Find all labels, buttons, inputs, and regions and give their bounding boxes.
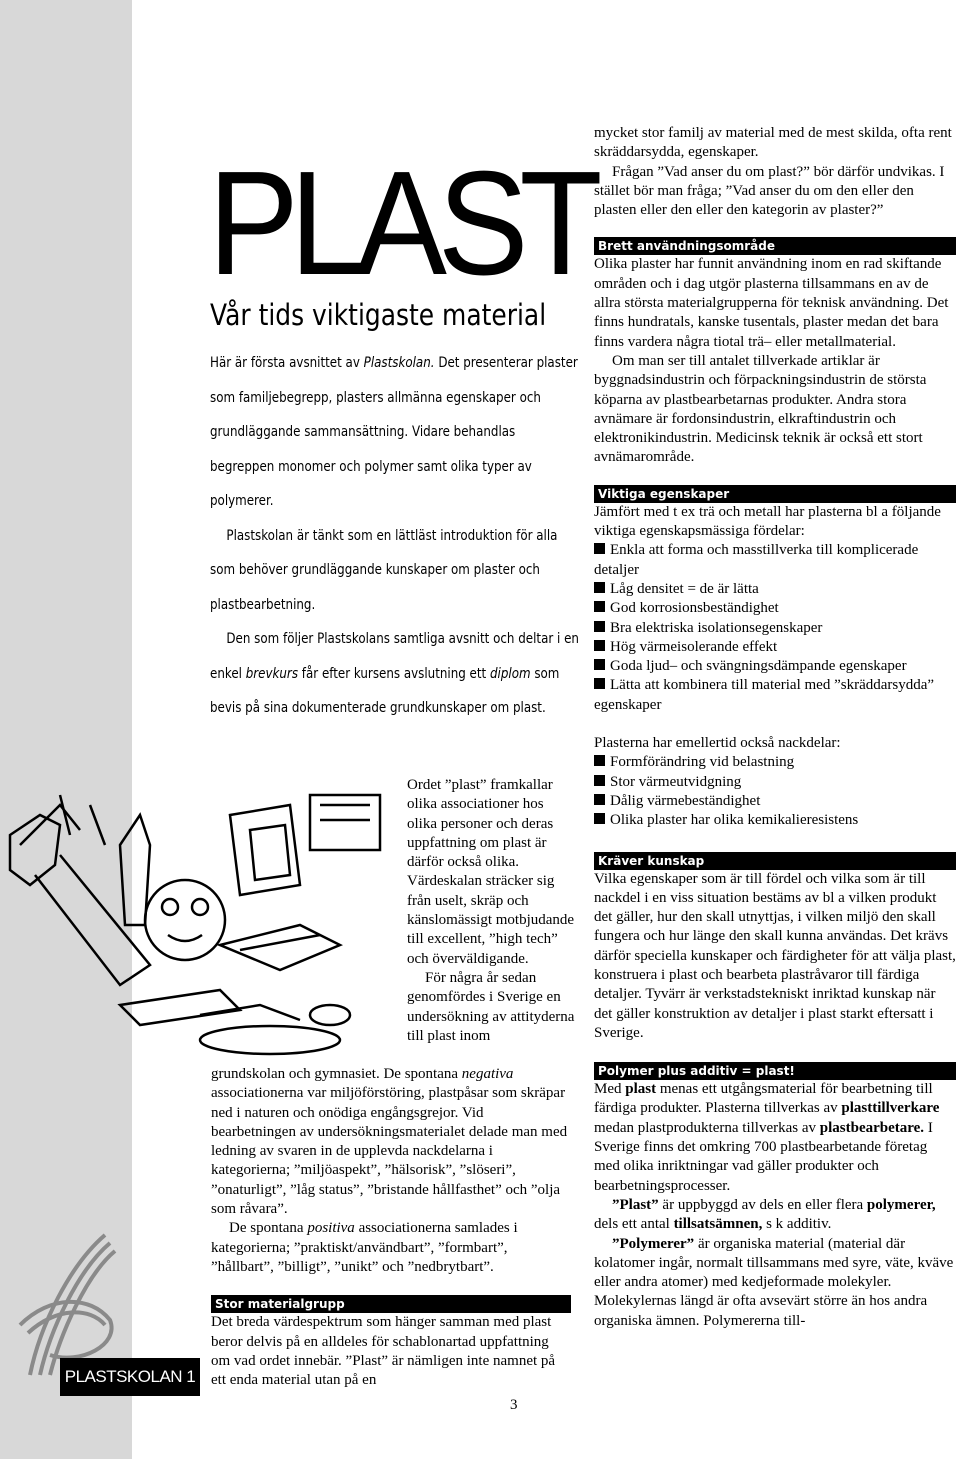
square-bullet-icon <box>594 813 605 824</box>
list-item <box>594 676 956 715</box>
square-bullet-icon <box>594 678 605 689</box>
body-paragraph: Plasterna har emellertid också nackdelar: <box>594 735 841 752</box>
section-heading: Brett användningsområde <box>594 237 956 255</box>
intro-text-b: får efter kursens avslutning ett <box>298 665 490 682</box>
body-text-c: medan plastprodukterna tillverkas av <box>594 1119 820 1136</box>
body-paragraph: Vilka egenskaper som är till fördel och vilka som är till nackdel i en viss situation bestäms av bl a vilken produkt det gäller, hur den skall utnyttjas, i vilken miljö den skall fungera och hur länge den skall kunna användas. Det krävs därför speciella kunskaper och färdigheter för att välja plast, konstruera i plast och bearbeta plastråvaror till färdiga detaljer. Tyvärr är verkstadstekniskt inriktad kunskap när det gäller konstruktion av detaljer i plast starkt eftersatt i Sverige. <box>594 870 956 1041</box>
list-item <box>594 753 956 772</box>
body-text-b: associationerna var miljöförstöring, plastpåsar som skräpar ned i naturen och onödiga engångsgrejor. Vid bearbetningen av undersökningsmaterialet delade man med ledning av svaren in de upplevda nackdelarna i kategorierna; ”miljöaspekt”, ”hälsorisk”, ”slöseri”, ”onaturligt”, ”låg status”, ”bristande hållfasthet” och ”olja som råvara”. <box>211 1085 568 1218</box>
body-bold: ”Polymerer” <box>612 1235 695 1252</box>
section-heading: Kräver kunskap <box>594 852 956 870</box>
body-text-intro-column <box>407 776 575 1046</box>
body-text-b: menas ett utgångsmaterial för bearbetning till färdiga produkter. Plasterna tillverkas av <box>594 1081 933 1117</box>
list-item-text: Hög värmeisolerande effekt <box>610 638 778 655</box>
body-text-a: grundskolan och gymnasiet. De spontana <box>211 1066 462 1082</box>
square-bullet-icon <box>594 543 605 554</box>
body-bold: plasttillverkare <box>841 1100 940 1117</box>
intro-paragraph <box>210 622 579 726</box>
body-paragraph: Om man ser till antalet tillverkade artiklar är byggnadsindustrin och förpackningsindustrin de största köparna av plastbearbetarnas produkter. Andra stora avnämare är fordonsindustrin, elkraftindustrin och elektronikindustrin. Medicinsk teknik är också ett stort avnämarområde. <box>594 352 927 466</box>
body-text-a: De spontana <box>229 1220 308 1237</box>
body-paragraph <box>594 1196 956 1235</box>
list-item <box>594 811 956 830</box>
list-item-text: Olika plaster har olika kemikalieresistens <box>610 812 859 829</box>
body-bold: plastbearbetare. <box>819 1119 925 1136</box>
section-heading: Viktiga egenskaper <box>594 485 956 503</box>
body-bold: ”Plast” <box>612 1196 659 1213</box>
intro-paragraph <box>210 346 579 519</box>
square-bullet-icon <box>594 775 605 786</box>
body-paragraph: För några år sedan genomfördes i Sverige en undersökning av attityderna till plast inom <box>407 969 575 1044</box>
body-paragraph: Olika plaster har funnit användning inom en rad skiftande områden och i dag utgör plasterna tillsammans en av de allra största materialgrupperna för teknisk användning. Det finns hundratals, kanske tusentals, plaster medan det bara finns vardera några tiotal trä– eller metallmaterial. <box>594 256 949 350</box>
body-paragraph: mycket stor familj av material med de mest skilda, ofta rent skräddarsydda, egenskaper. <box>594 125 952 161</box>
list-item <box>594 599 956 618</box>
body-text-c: s k additiv. <box>762 1216 832 1233</box>
body-paragraph <box>211 1219 571 1277</box>
body-text-b: associationerna samlades i kategorierna; ”praktiskt/användbart”, ”formbart”, ”hållbart”, ”billigt”, ”unikt” och ”nedbrytbart”. <box>211 1220 518 1275</box>
page-title: PLAST <box>208 141 594 306</box>
advantages-list <box>594 541 956 715</box>
disadvantages-list <box>594 753 956 830</box>
intro-text <box>210 346 579 726</box>
page-subtitle: Vår tids viktigaste material <box>210 298 547 332</box>
list-item-text: Dålig värmebeständighet <box>610 792 761 809</box>
body-text-b: dels ett antal <box>594 1216 674 1233</box>
list-item <box>594 657 956 676</box>
list-item-text: Låg densitet = de är lätta <box>610 580 759 597</box>
body-text-a: är organiska material (material där kolatomer ingår, normalt tillsammans med syre, väte, kväve eller andra atomer) med kedjeformade molekyler. Molekylernas längd är ofta avsevärt större än hos andra organiska ämnen. Polymererna till- <box>594 1235 954 1329</box>
intro-emphasis: diplom <box>489 665 531 682</box>
body-paragraph <box>211 1065 571 1219</box>
list-item <box>594 638 956 657</box>
list-item-text: Stor värmeutvidgning <box>610 773 742 790</box>
body-emphasis: positiva <box>307 1220 355 1237</box>
intro-emphasis: brevkurs <box>245 665 299 682</box>
plastic-items-illustration <box>0 775 400 1075</box>
body-emphasis: negativa <box>461 1066 514 1082</box>
list-item-text: God korrosionsbeständighet <box>610 600 779 617</box>
body-bold: plast <box>625 1081 657 1098</box>
body-paragraph: Ordet ”plast” framkallar olika associationer hos olika personer och deras uppfattning om plast är därför också olika. Värdeskalan sträcker sig från uselt, skräp och känslomässigt motbjudande till excellent, ”high tech” och överväldigande. <box>407 777 575 967</box>
square-bullet-icon <box>594 640 605 651</box>
intro-text-c: som bevis på sina dokumenterade grundkunskaper om plast. <box>210 665 560 716</box>
sidebar-label: PLASTSKOLAN 1 <box>60 1358 200 1396</box>
square-bullet-icon <box>594 794 605 805</box>
body-text-a: Med <box>594 1081 626 1098</box>
square-bullet-icon <box>594 582 605 593</box>
intro-text-b: Det presenterar plaster som familjebegrepp, plasters allmänna egenskaper och grundläggande sammansättning. Vidare behandlas begreppen monomer och polymer samt olika typer av polymerer. <box>210 355 578 509</box>
square-bullet-icon <box>594 621 605 632</box>
section-heading: Polymer plus additiv = plast! <box>594 1062 956 1080</box>
body-paragraph: Frågan ”Vad anser du om plast?” bör därför undvikas. I stället bör man fråga; ”Vad anser du om den eller den plasten eller den eller den kategorin av plaster?” <box>594 163 945 219</box>
square-bullet-icon <box>594 755 605 766</box>
list-item <box>594 619 956 638</box>
body-text-a: är uppbyggd av dels en eller flera <box>658 1196 867 1213</box>
body-paragraph: Det breda värdespektrum som hänger samman med plast beror delvis på en alldeles för schablonartad uppfattning om vad ordet innebär. ”Plast” är nämligen inte namnet på ett enda material utan på en <box>211 1314 556 1389</box>
list-item-text: Enkla att forma och masstillverka till komplicerade detaljer <box>594 542 919 578</box>
section-heading: Stor materialgrupp <box>211 1295 571 1313</box>
body-paragraph <box>594 1235 956 1331</box>
list-item-text: Lätta att kombinera till material med ”skräddarsydda” egenskaper <box>594 677 935 713</box>
body-text-d: I Sverige finns det omkring 700 plastbearbetande företag med olika inriktningar vad gäller produkter och bearbetningsprocesser. <box>594 1119 933 1194</box>
body-text-left-column <box>211 1065 571 1390</box>
body-text-right-column <box>594 124 956 1331</box>
intro-text-a: Här är första avsnittet av <box>210 355 364 371</box>
list-item <box>594 541 956 580</box>
list-item <box>594 580 956 599</box>
list-item-text: Formförändring vid belastning <box>610 754 795 771</box>
list-item-text: Goda ljud– och svängningsdämpande egenskaper <box>610 658 907 675</box>
body-bold: tillsatsämnen, <box>673 1216 763 1233</box>
square-bullet-icon <box>594 601 605 612</box>
intro-emphasis: Plastskolan. <box>363 355 435 371</box>
body-paragraph: Jämfört med t ex trä och metall har plasterna bl a följande viktiga egenskapsmässiga fördelar: <box>594 503 941 540</box>
list-item <box>594 792 956 811</box>
intro-text-a: Den som följer Plastskolans samtliga avsnitt och deltar i en enkel <box>210 631 579 682</box>
list-item-text: Bra elektriska isolationsegenskaper <box>610 619 823 636</box>
body-paragraph <box>594 1080 956 1196</box>
body-bold: polymerer, <box>866 1196 936 1213</box>
intro-paragraph: Plastskolan är tänkt som en lättläst introduktion för alla som behöver grundläggande kunskaper om plaster och plastbearbetning. <box>210 527 558 613</box>
page-number: 3 <box>510 1397 518 1413</box>
list-item <box>594 773 956 792</box>
square-bullet-icon <box>594 659 605 670</box>
